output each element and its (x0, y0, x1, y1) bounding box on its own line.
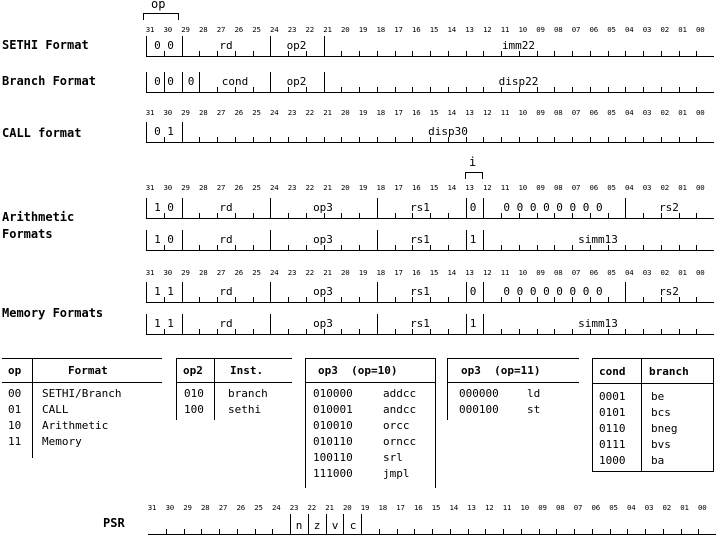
arith-imm-row (146, 230, 714, 252)
bit-number: 00 (696, 268, 705, 277)
bit-number: 30 (163, 183, 172, 192)
bit-number: 25 (254, 503, 263, 512)
bit-number: 13 (465, 108, 474, 117)
op2-table-row-0-code: 010 (184, 387, 204, 400)
bit-number: 02 (660, 25, 669, 34)
bit-number: 28 (199, 25, 208, 34)
bit-number: 18 (378, 503, 387, 512)
bit-number: 20 (343, 503, 352, 512)
bit-number: 04 (625, 183, 634, 192)
bit-number: 00 (696, 25, 705, 34)
bit-number: 22 (305, 183, 314, 192)
bit-number: 02 (660, 268, 669, 277)
bit-number: 31 (145, 183, 155, 192)
bit-number: 21 (323, 268, 332, 277)
bit-number: 20 (341, 183, 350, 192)
bit-number: 10 (518, 25, 527, 34)
bit-number: 16 (414, 503, 423, 512)
arith2-op3-field: op3 (313, 233, 333, 246)
op2-table-header-op2: op2 (183, 364, 203, 377)
mem2-rd-field: rd (219, 317, 233, 330)
arith2-rd-field: rd (219, 233, 233, 246)
mem1-rd-field: rd (219, 285, 233, 298)
op3-op10-row-3-name: orncc (383, 435, 417, 448)
bit-number: 10 (520, 503, 529, 512)
arith1-asi-field: 0 0 0 0 0 0 0 0 (503, 201, 603, 214)
bit-number: 22 (305, 25, 314, 34)
op3-op10-row-0-code: 010000 (313, 387, 353, 400)
bit-number: 01 (678, 183, 687, 192)
op-table-row-1-name: CALL (42, 403, 69, 416)
bit-number: 20 (341, 268, 350, 277)
op2-table (176, 358, 292, 420)
bit-number: 17 (394, 183, 403, 192)
mem-reg-row (146, 282, 714, 304)
op3-op11-table (447, 358, 579, 420)
bit-number: 03 (642, 268, 652, 277)
bit-number: 14 (447, 183, 456, 192)
op-table-row-3-name: Memory (42, 435, 82, 448)
arith2-op-field: 1 0 (154, 233, 174, 246)
bit-number: 04 (625, 25, 634, 34)
bit-number: 19 (358, 25, 368, 34)
bit-number: 11 (502, 503, 512, 512)
op-table-row-2-name: Arithmetic (42, 419, 109, 432)
branch-disp22-field: disp22 (498, 75, 539, 88)
arith1-i-field: 0 (469, 201, 477, 214)
call-format-row (146, 122, 714, 144)
i-brace-label: i (469, 155, 477, 169)
bit-number: 22 (307, 503, 316, 512)
op-table-row-0-name: SETHI/Branch (42, 387, 122, 400)
bit-number: 13 (467, 503, 476, 512)
bit-number: 31 (145, 268, 155, 277)
bit-number: 18 (376, 268, 385, 277)
bit-number: 30 (163, 108, 172, 117)
op3-op10-row-4-code: 100110 (313, 451, 353, 464)
bit-number: 12 (483, 183, 492, 192)
bit-number: 13 (465, 268, 474, 277)
bit-number: 27 (216, 183, 226, 192)
bit-number: 05 (609, 503, 618, 512)
bit-number: 13 (465, 25, 474, 34)
bit-number: 16 (412, 268, 421, 277)
op3-op10-row-3-code: 010110 (313, 435, 353, 448)
mem2-op-field: 1 1 (154, 317, 174, 330)
bit-number: 22 (305, 108, 314, 117)
op3-op10-row-0-name: addcc (383, 387, 417, 400)
op3-op10-row-5-name: jmpl (383, 467, 410, 480)
bit-number: 03 (644, 503, 654, 512)
sethi-op-field: 0 0 (154, 39, 174, 52)
bit-number: 06 (589, 268, 598, 277)
mem1-i-field: 0 (469, 285, 477, 298)
bit-number: 20 (341, 108, 350, 117)
bit-number: 30 (163, 25, 172, 34)
bit-number: 22 (305, 268, 314, 277)
bit-number: 19 (358, 183, 368, 192)
bit-number: 08 (554, 108, 563, 117)
bit-number: 31 (147, 503, 157, 512)
bit-number: 08 (556, 503, 565, 512)
bit-number: 28 (199, 183, 208, 192)
psr-label: PSR (103, 516, 125, 530)
sethi-op2-field: op2 (286, 39, 307, 52)
cond-table-row-0-code: 0001 (599, 390, 626, 403)
bit-number: 11 (500, 183, 510, 192)
psr-register-row (148, 514, 716, 538)
op2-table-header-inst: Inst. (230, 364, 264, 377)
mem2-i-field: 1 (469, 317, 477, 330)
bit-number: 09 (536, 108, 545, 117)
bit-number: 05 (607, 25, 616, 34)
op3-op11-table-header: op3 (op=11) (461, 364, 541, 377)
cond-table-row-3-code: 0111 (599, 438, 626, 451)
bit-number: 23 (287, 268, 297, 277)
op3-op10-row-1-name: andcc (383, 403, 417, 416)
bit-number: 26 (234, 108, 243, 117)
bit-number: 27 (216, 108, 226, 117)
op3-op10-row-1-code: 010001 (313, 403, 353, 416)
branch-format-label: Branch Format (2, 74, 96, 88)
op3-op10-table-header: op3 (op=10) (318, 364, 398, 377)
bit-number: 26 (236, 503, 245, 512)
cond-table-row-2-code: 0110 (599, 422, 626, 435)
bit-number: 26 (234, 183, 243, 192)
bit-number: 11 (500, 25, 510, 34)
arith2-simm13-field: simm13 (578, 233, 618, 246)
bit-number: 12 (485, 503, 494, 512)
call-format-label: CALL format (2, 126, 82, 140)
bit-number: 24 (270, 108, 279, 117)
sethi-imm22-field: imm22 (501, 39, 536, 52)
cond-table-row-3-name: bvs (651, 438, 671, 451)
arith1-rs2-field: rs2 (659, 201, 679, 214)
bit-number: 19 (358, 108, 368, 117)
op2-table-row-1-name: sethi (228, 403, 262, 416)
op-brace (143, 13, 179, 20)
op-table-row-1-code: 01 (8, 403, 22, 416)
bit-number: 01 (678, 268, 687, 277)
mem2-simm13-field: simm13 (578, 317, 618, 330)
bit-number: 09 (536, 268, 545, 277)
bit-number: 04 (625, 108, 634, 117)
arith1-op-field: 1 0 (154, 201, 174, 214)
bit-number: 07 (571, 183, 581, 192)
op-table-row-3-code: 11 (8, 435, 22, 448)
bit-number: 12 (483, 268, 492, 277)
bit-number: 15 (429, 268, 439, 277)
bit-number: 26 (234, 268, 243, 277)
call-op-field: 0 1 (154, 125, 174, 138)
cond-table-header-branch: branch (649, 365, 689, 378)
bit-number: 18 (376, 25, 385, 34)
op3-op11-row-1-name: st (527, 403, 541, 416)
bit-number: 01 (678, 25, 687, 34)
bit-number: 23 (287, 183, 297, 192)
bit-number: 10 (518, 268, 527, 277)
cond-table-row-1-name: bcs (651, 406, 671, 419)
op3-op10-row-4-name: srl (383, 451, 403, 464)
bit-number: 18 (376, 108, 385, 117)
bit-number: 21 (323, 108, 332, 117)
bit-number: 11 (500, 108, 510, 117)
sethi-format-row (146, 36, 714, 58)
bit-number: 06 (589, 25, 598, 34)
bit-number: 08 (554, 268, 563, 277)
bit-number: 29 (181, 108, 190, 117)
cond-table-row-1-code: 0101 (599, 406, 626, 419)
bit-number: 15 (429, 108, 439, 117)
bit-number: 11 (500, 268, 510, 277)
arithmetic-label-2: Formats (2, 227, 53, 241)
cond-table-row-4-code: 1000 (599, 454, 626, 467)
mem1-rs1-field: rs1 (410, 285, 430, 298)
bit-number: 09 (538, 503, 547, 512)
branch-a-field: 0 (187, 75, 195, 88)
bit-number: 02 (660, 108, 669, 117)
bit-number: 02 (660, 183, 669, 192)
bit-number: 08 (554, 25, 563, 34)
bit-number: 05 (607, 268, 616, 277)
memory-formats-label: Memory Formats (2, 306, 104, 320)
bit-number: 17 (396, 503, 405, 512)
bit-number: 31 (145, 25, 155, 34)
op3-op10-row-2-code: 010010 (313, 419, 353, 432)
bit-number: 15 (431, 503, 441, 512)
bit-number: 14 (447, 108, 456, 117)
sethi-rd-field: rd (219, 39, 233, 52)
psr-c-flag: c (349, 519, 357, 532)
bit-number: 03 (642, 108, 652, 117)
bit-number: 21 (323, 25, 332, 34)
bit-number: 16 (412, 183, 421, 192)
bit-number: 30 (163, 268, 172, 277)
bit-number: 03 (642, 183, 652, 192)
op3-op10-row-5-code: 111000 (313, 467, 353, 480)
psr-z-flag: z (313, 519, 321, 532)
bit-number: 24 (270, 183, 279, 192)
bit-number: 06 (591, 503, 600, 512)
bit-number: 25 (252, 25, 261, 34)
arith2-i-field: 1 (469, 233, 477, 246)
bit-number: 10 (518, 108, 527, 117)
bit-number: 25 (252, 268, 261, 277)
bit-number: 07 (573, 503, 583, 512)
bit-number: 25 (252, 108, 261, 117)
bit-number: 12 (483, 108, 492, 117)
mem-imm-row (146, 314, 714, 336)
i-brace (465, 172, 483, 179)
bit-number: 14 (447, 268, 456, 277)
bit-number: 17 (394, 268, 403, 277)
arith-reg-row (146, 198, 714, 220)
bit-number: 02 (662, 503, 671, 512)
arith1-rd-field: rd (219, 201, 233, 214)
op3-op10-row-2-name: orcc (383, 419, 410, 432)
op-table (2, 358, 162, 458)
bit-number: 04 (625, 268, 634, 277)
bit-number: 00 (696, 108, 705, 117)
op2-table-row-0-name: branch (228, 387, 268, 400)
bit-number: 05 (607, 108, 616, 117)
branch-cond-field: cond (221, 75, 249, 88)
op-table-header-op: op (8, 364, 22, 377)
bit-number: 15 (429, 25, 439, 34)
psr-v-flag: v (331, 519, 339, 532)
bit-number: 15 (429, 183, 439, 192)
arith1-op3-field: op3 (313, 201, 333, 214)
cond-table-row-0-name: be (651, 390, 665, 403)
bit-number: 09 (536, 25, 545, 34)
arith1-rs1-field: rs1 (410, 201, 430, 214)
bit-number: 29 (181, 183, 190, 192)
bit-number: 08 (554, 183, 563, 192)
bit-number: 00 (696, 183, 705, 192)
bit-number: 19 (360, 503, 370, 512)
branch-format-row (146, 72, 714, 94)
cond-table (592, 358, 714, 472)
bit-number: 21 (323, 183, 332, 192)
bit-number: 24 (270, 25, 279, 34)
bit-number: 03 (642, 25, 652, 34)
mem2-op3-field: op3 (313, 317, 333, 330)
mem1-op3-field: op3 (313, 285, 333, 298)
cond-table-header-cond: cond (599, 365, 626, 378)
bit-number: 23 (289, 503, 299, 512)
arithmetic-label-1: Arithmetic (2, 210, 75, 224)
bit-number: 06 (589, 183, 598, 192)
op-table-row-0-code: 00 (8, 387, 22, 400)
op2-table-row-1-code: 100 (184, 403, 204, 416)
bit-number: 16 (412, 25, 421, 34)
mem1-asi-field: 0 0 0 0 0 0 0 0 (503, 285, 603, 298)
bit-number: 01 (680, 503, 689, 512)
bit-number: 01 (678, 108, 687, 117)
bit-number: 16 (412, 108, 421, 117)
mem1-op-field: 1 1 (154, 285, 174, 298)
bit-number: 27 (218, 503, 228, 512)
bit-number: 07 (571, 25, 581, 34)
bit-number: 27 (216, 25, 226, 34)
op3-op11-row-0-name: ld (527, 387, 541, 400)
arith2-rs1-field: rs1 (410, 233, 430, 246)
bit-number: 05 (607, 183, 616, 192)
bit-number: 04 (627, 503, 636, 512)
bit-number: 21 (325, 503, 334, 512)
call-disp30-field: disp30 (428, 125, 468, 138)
bit-number: 14 (449, 503, 458, 512)
bit-number: 27 (216, 268, 226, 277)
bit-number: 13 (465, 183, 474, 192)
bit-number: 17 (394, 108, 403, 117)
bit-number: 07 (571, 108, 581, 117)
bit-number: 28 (199, 268, 208, 277)
branch-op-field: 0 0 (154, 75, 174, 88)
op3-op11-row-0-code: 000000 (459, 387, 499, 400)
bit-number: 10 (518, 183, 527, 192)
bit-number: 20 (341, 25, 350, 34)
bit-number: 09 (536, 183, 545, 192)
cond-table-row-4-name: ba (651, 454, 665, 467)
op3-op11-row-1-code: 000100 (459, 403, 499, 416)
bit-number: 26 (234, 25, 243, 34)
bit-number: 29 (181, 268, 190, 277)
mem2-rs1-field: rs1 (410, 317, 430, 330)
op-table-row-2-code: 10 (8, 419, 22, 432)
bit-number: 19 (358, 268, 368, 277)
bit-number: 28 (199, 108, 208, 117)
op-table-header-format: Format (68, 364, 108, 377)
bit-number: 28 (201, 503, 210, 512)
bit-number: 23 (287, 108, 297, 117)
bit-number: 23 (287, 25, 297, 34)
bit-number: 12 (483, 25, 492, 34)
bit-number: 07 (571, 268, 581, 277)
bit-number: 25 (252, 183, 261, 192)
op-brace-label: op (151, 0, 166, 11)
bit-number: 31 (145, 108, 155, 117)
bit-number: 29 (183, 503, 192, 512)
mem1-rs2-field: rs2 (659, 285, 679, 298)
bit-number: 18 (376, 183, 385, 192)
bit-number: 14 (447, 25, 456, 34)
bit-number: 29 (181, 25, 190, 34)
op3-op10-table (305, 358, 435, 488)
sethi-format-label: SETHI Format (2, 38, 89, 52)
bit-number: 30 (165, 503, 174, 512)
branch-op2-field: op2 (286, 75, 307, 88)
psr-n-flag: n (295, 519, 303, 532)
bit-number: 24 (272, 503, 281, 512)
bit-number: 06 (589, 108, 598, 117)
bit-number: 00 (698, 503, 707, 512)
cond-table-row-2-name: bneg (651, 422, 678, 435)
bit-number: 24 (270, 268, 279, 277)
bit-number: 17 (394, 25, 403, 34)
